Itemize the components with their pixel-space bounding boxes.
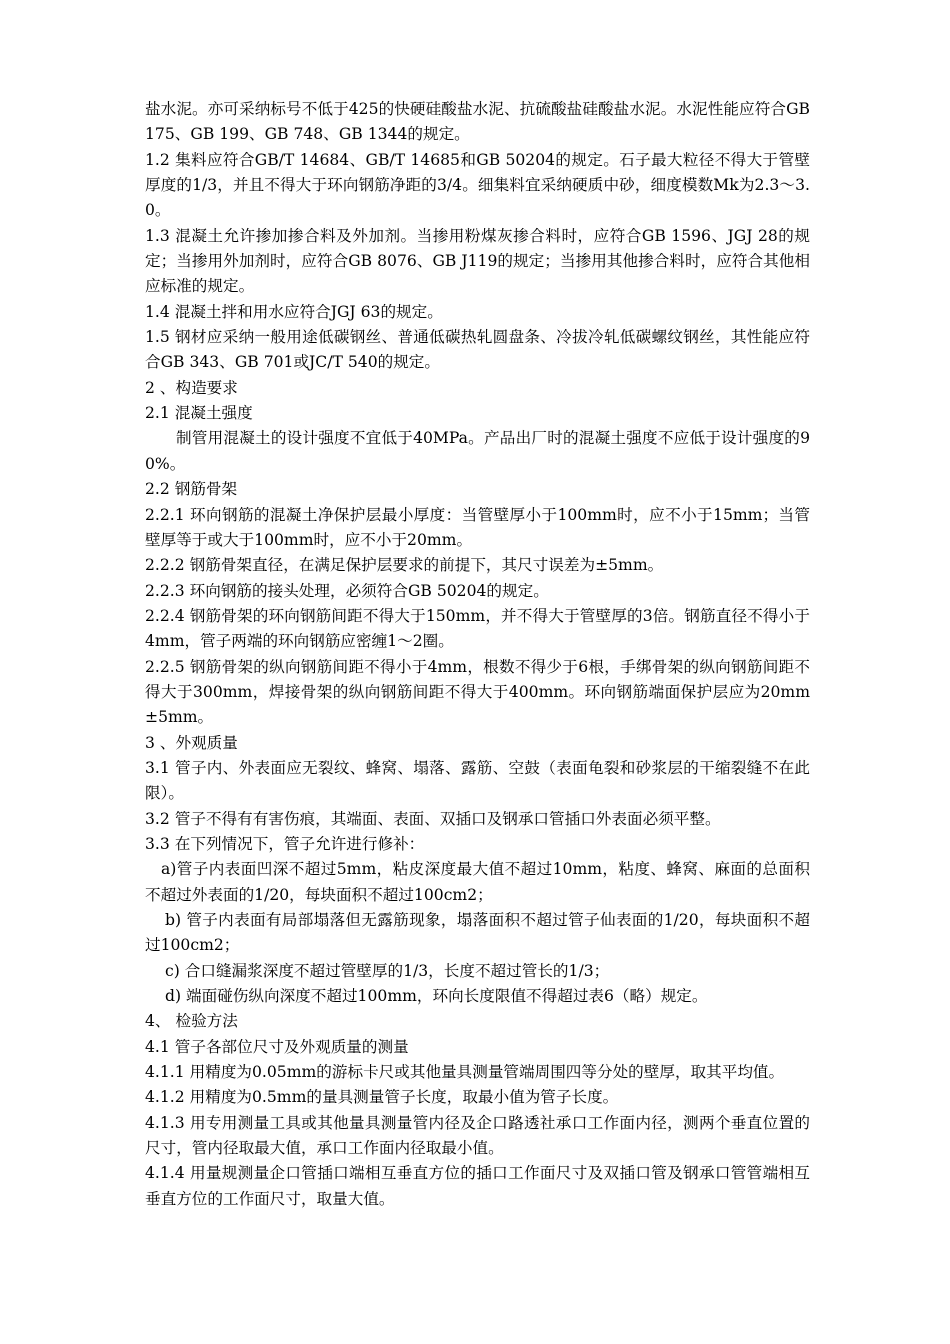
paragraph-2-2-3: 2.2.3 环向钢筋的接头处理，必须符合GB 50204的规定。 [145, 581, 549, 600]
paragraph-2-2-1: 2.2.1 环向钢筋的混凝土净保护层最小厚度：当管壁厚小于100mm时，应不小于15mm；当管壁厚等于或大于100mm时，应不小于20mm。 [145, 505, 810, 549]
paragraph-4-1-3: 4.1.3 用专用测量工具或其他量具测量管内径及企口路透社承口工作面内径，测两个垂直位置的尺寸，管内径取最大值，承口工作面内径取最小值。 [145, 1113, 810, 1158]
paragraph-1-4: 1.4 混凝土拌和用水应符合JGJ 63的规定。 [145, 302, 443, 321]
list-item-d: d) 端面碰伤纵向深度不超过100mm，环向长度限值不得超过表6（略）规定。 [165, 987, 708, 1006]
section-heading-4: 4、 检验方法 [145, 1012, 238, 1031]
list-item-c: c) 合口缝漏浆深度不超过管壁厚的1/3，长度不超过管长的1/3； [165, 961, 610, 980]
list-item-b: b) 管子内表面有局部塌落但无露筋现象，塌落面积不超过管子仙表面的1/20，每块面积不超过100cm2； [145, 911, 810, 955]
subsection-heading-4-1: 4.1 管子各部位尺寸及外观质量的测量 [145, 1037, 409, 1056]
paragraph-3-2: 3.2 管子不得有有害伤痕，其端面、表面、双插口及钢承口管插口外表面必须平整。 [145, 809, 721, 828]
paragraph-1-2: 1.2 集料应符合GB/T 14684、GB/T 14685和GB 50204的规定。石子最大粒径不得大于管壁厚度的1/3，并且不得大于环向钢筋净距的3/4。细集料宜采纳硬质中砂，细度模数Mk为2.3～3.0。 [145, 150, 810, 220]
paragraph-4-1-1: 4.1.1 用精度为0.05mm的游标卡尺或其他量具测量管端周围四等分处的壁厚，取其平均值。 [145, 1063, 785, 1082]
section-heading-2: 2 、构造要求 [145, 378, 238, 397]
paragraph-4-1-2: 4.1.2 用精度为0.5mm的量具测量管子长度，取最小值为管子长度。 [145, 1088, 619, 1107]
paragraph-concrete-strength: 制管用混凝土的设计强度不宜低于40MPa。产品出厂时的混凝土强度不应低于设计强度的90%。 [145, 429, 810, 473]
paragraph-cement-continued: 盐水泥。亦可采纳标号不低于425的快硬硅酸盐水泥、抗硫酸盐硅酸盐水泥。水泥性能应符合GB 175、GB 199、GB 748、GB 1344的规定。 [145, 100, 810, 144]
subsection-heading-2-1: 2.1 混凝土强度 [145, 404, 253, 423]
paragraph-3-3: 3.3 在下列情况下，管子允许进行修补： [145, 834, 425, 853]
list-item-a: a)管子内表面凹深不超过5mm，粘皮深度最大值不超过10mm，粘度、蜂窝、麻面的总面积不超过外表面的1/20，每块面积不超过100cm2； [145, 860, 810, 904]
paragraph-1-5: 1.5 钢材应采纳一般用途低碳钢丝、普通低碳热轧圆盘条、冷拔冷轧低碳螺纹钢丝，其性能应符合GB 343、GB 701或JC/T 540的规定。 [145, 328, 810, 372]
paragraph-4-1-4: 4.1.4 用量规测量企口管插口端相互垂直方位的插口工作面尺寸及双插口管及钢承口管管端相互垂直方位的工作面尺寸，取量大值。 [145, 1164, 810, 1208]
paragraph-2-2-4: 2.2.4 钢筋骨架的环向钢筋间距不得大于150mm，并不得大于管壁厚的3倍。钢筋直径不得小于4mm，管子两端的环向钢筋应密缠1～2圈。 [145, 606, 810, 651]
paragraph-2-2-2: 2.2.2 钢筋骨架直径，在满足保护层要求的前提下，其尺寸误差为±5mm。 [145, 556, 664, 575]
paragraph-2-2-5: 2.2.5 钢筋骨架的纵向钢筋间距不得小于4mm，根数不得少于6根，手绑骨架的纵向钢筋间距不得大于300mm，焊接骨架的纵向钢筋间距不得大于400mm。环向钢筋端面保护层应为20mm±5mm。 [145, 657, 810, 727]
section-heading-3: 3 、外观质量 [145, 733, 238, 752]
paragraph-3-1: 3.1 管子内、外表面应无裂纹、蜂窝、塌落、露筋、空鼓（表面龟裂和砂浆层的干缩裂缝不在此限）。 [145, 758, 810, 803]
subsection-heading-2-2: 2.2 钢筋骨架 [145, 480, 238, 499]
paragraph-1-3: 1.3 混凝土允许掺加掺合料及外加剂。当掺用粉煤灰掺合料时，应符合GB 1596、JGJ 28的规定；当掺用外加剂时，应符合GB 8076、GB J119的规定；当掺用其他掺合料时，应符合其他相应标准的规定。 [145, 226, 810, 296]
document-body [145, 97, 810, 1212]
